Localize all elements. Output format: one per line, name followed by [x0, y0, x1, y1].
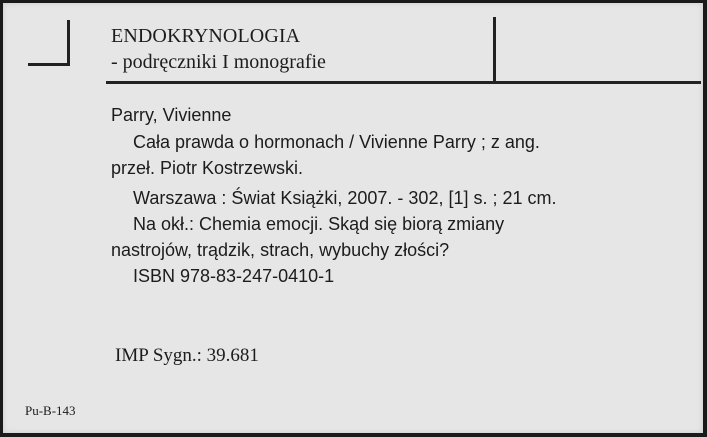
corner-mark-horizontal — [28, 63, 70, 66]
title-statement-line-2: przeł. Piotr Kostrzewski. — [111, 158, 304, 178]
call-number: IMP Sygn.: 39.681 — [115, 345, 259, 366]
subject-heading: ENDOKRYNOLOGIA — [111, 25, 301, 47]
title-statement-line-1: Cała prawda o hormonach / Vivienne Parry ; z ang. — [133, 132, 540, 152]
header-divider-horizontal — [106, 81, 701, 84]
isbn: ISBN 978-83-247-0410-1 — [133, 266, 335, 286]
author: Parry, Vivienne — [111, 105, 232, 125]
subject-subheading: - podręczniki I monografie — [111, 51, 326, 73]
header-divider-vertical — [493, 17, 496, 84]
imprint: Warszawa : Świat Książki, 2007. - 302, [1] s. ; 21 cm. — [133, 188, 557, 208]
card-identifier: Pu-B-143 — [25, 403, 76, 418]
cover-note-line-2: nastrojów, trądzik, strach, wybuchy złości? — [111, 240, 450, 260]
corner-mark-vertical — [67, 20, 70, 65]
catalog-card — [3, 3, 703, 433]
cover-note-line-1: Na okł.: Chemia emocji. Skąd się biorą zmiany — [133, 214, 505, 234]
